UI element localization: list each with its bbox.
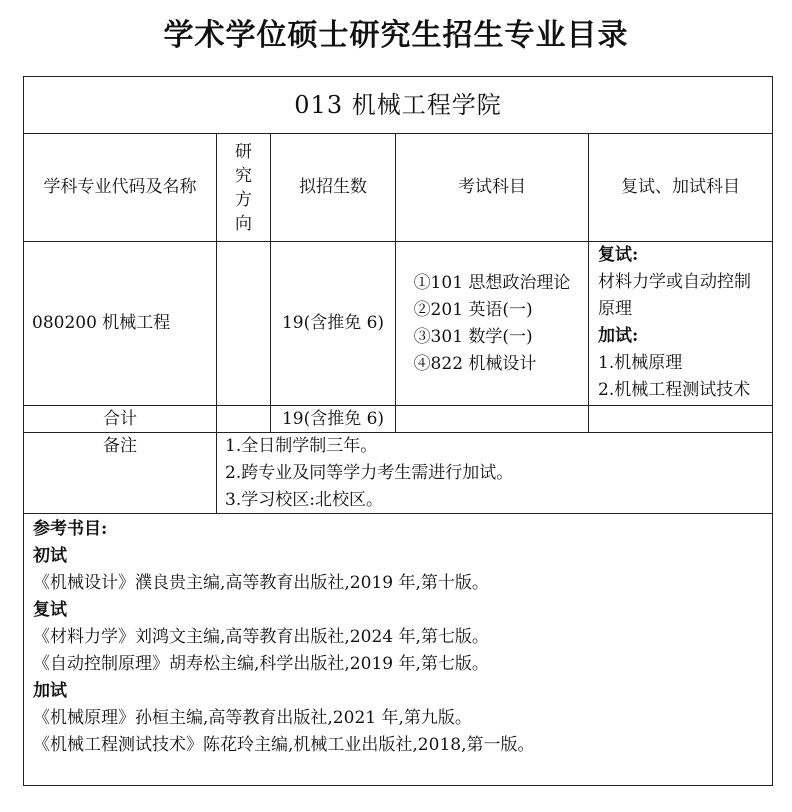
exam-subject: ①101 思想政治理论: [413, 272, 571, 293]
major-name: 080200 机械工程: [32, 313, 171, 333]
reference-section-label: 加试: [33, 681, 67, 701]
header-direction-char: 究: [235, 165, 252, 186]
references: [33, 516, 763, 782]
reference-book: 《材料力学》刘鸿文主编,高等教育出版社,2024 年,第七版。: [33, 627, 489, 647]
references-heading: 参考书目:: [33, 519, 108, 539]
header-direction-char: 方: [235, 189, 252, 210]
reference-book: 《机械原理》孙桓主编,高等教育出版社,2021 年,第九版。: [33, 708, 472, 728]
reference-book: 《机械设计》濮良贵主编,高等教育出版社,2019 年,第十版。: [33, 573, 489, 593]
remarks-label: 备注: [103, 436, 137, 456]
retest-line: 原理: [598, 299, 632, 319]
retest-line: 材料力学或自动控制: [598, 272, 751, 292]
header-major: 学科专业代码及名称: [43, 177, 197, 197]
document-title: 学术学位硕士研究生招生专业目录: [163, 18, 629, 53]
reference-book: 《自动控制原理》胡寿松主编,科学出版社,2019 年,第七版。: [33, 654, 489, 674]
header-retest: 复试、加试科目: [621, 177, 740, 197]
exam-subjects: [396, 242, 588, 405]
remark-item: 3.学习校区:北校区。: [225, 490, 383, 510]
exam-subject: ④822 机械设计: [413, 353, 537, 374]
reference-book: 《机械工程测试技术》陈花玲主编,机械工业出版社,2018,第一版。: [33, 735, 535, 755]
direction-value: [217, 242, 270, 405]
exam-subject: ②201 英语(一): [413, 299, 533, 320]
catalog-table: [23, 76, 773, 786]
header-direction-char: 研: [235, 141, 252, 162]
retest-label: 复试:: [598, 245, 639, 265]
remarks-list: [225, 433, 772, 513]
header-direction-char: 向: [235, 213, 252, 234]
reference-section-label: 复试: [33, 600, 67, 620]
header-exam: 考试科目: [458, 177, 526, 197]
college-name: 013 机械工程学院: [294, 90, 502, 119]
retest-subjects: [598, 242, 772, 405]
extra-line: 2.机械工程测试技术: [598, 380, 751, 400]
reference-section-label: 初试: [33, 546, 67, 566]
header-enrollment: 拟招生数: [299, 177, 367, 197]
remark-item: 2.跨专业及同等学力考生需进行加试。: [225, 463, 514, 483]
extra-line: 1.机械原理: [598, 353, 683, 373]
extra-label: 加试:: [598, 326, 639, 346]
exam-subject: ③301 数学(一): [413, 326, 533, 347]
enrollment-value: 19(含推免 6): [281, 313, 385, 333]
total-enrollment: 19(含推免 6): [281, 408, 385, 429]
remark-item: 1.全日制学制三年。: [225, 436, 378, 456]
header-direction: [217, 134, 270, 241]
total-label: 合计: [103, 408, 137, 429]
